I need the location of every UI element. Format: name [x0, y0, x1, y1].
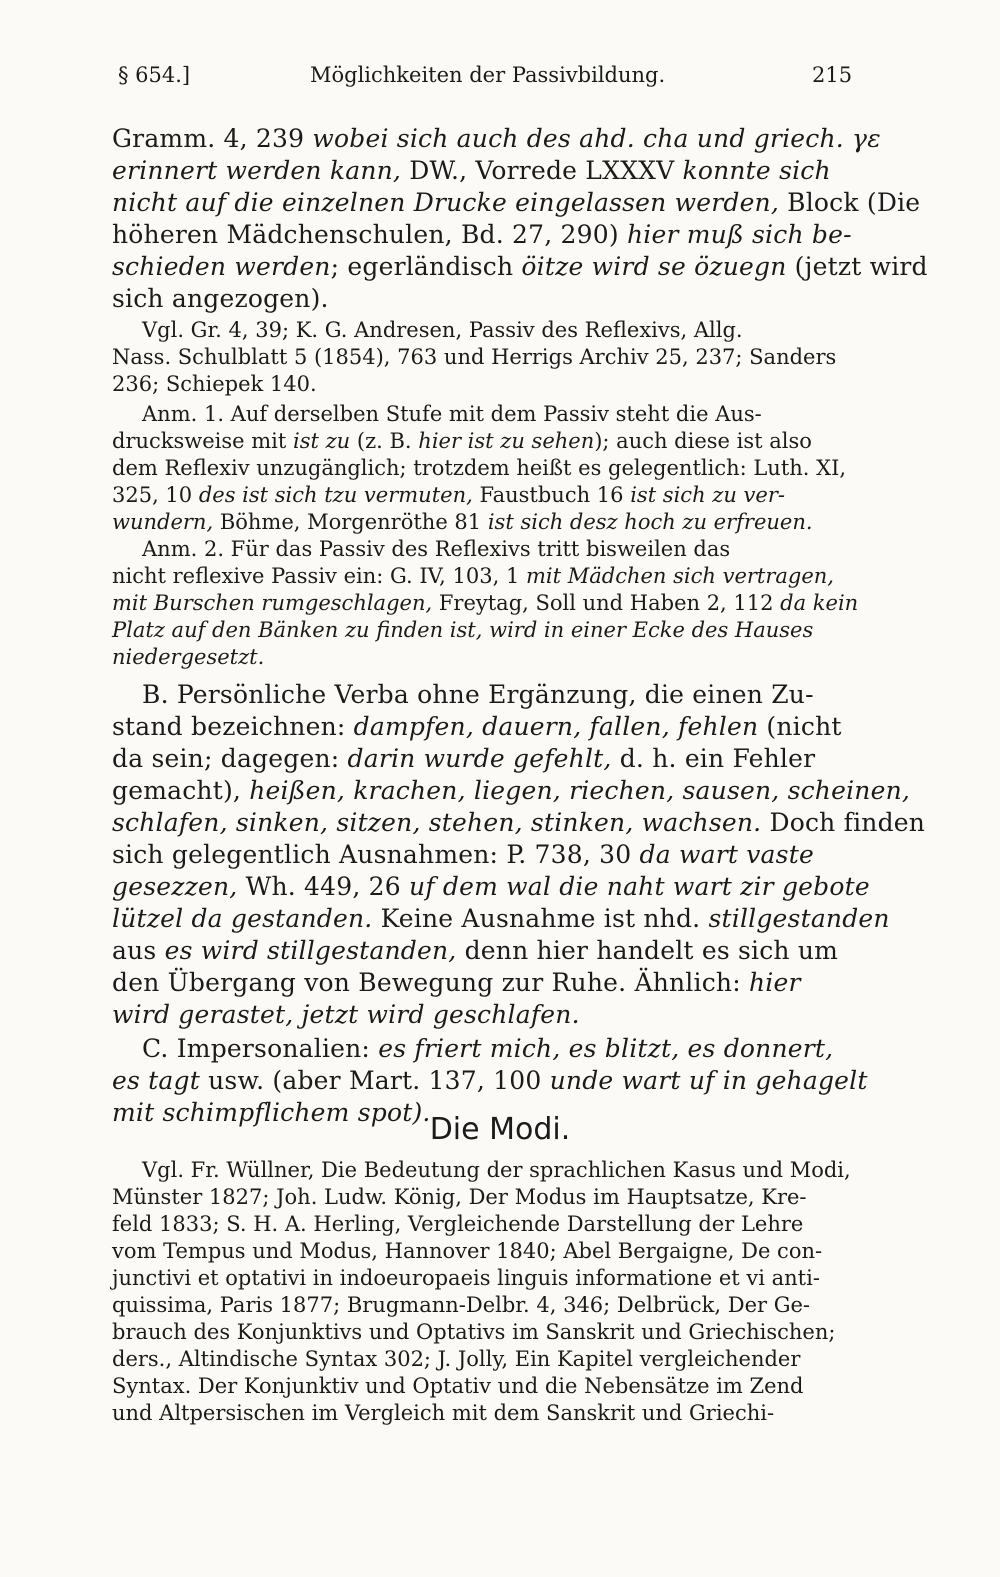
- italic-text: es tagt: [112, 1066, 200, 1095]
- text-line: [112, 1320, 835, 1344]
- page-number: 215: [812, 63, 853, 87]
- text-segment: Gramm. 4, 239: [112, 124, 313, 153]
- italic-text: erinnert werden kann,: [112, 156, 402, 185]
- italic-text: Platz auf den Bänken zu finden ist, wird in einer Ecke des Hauses: [112, 618, 814, 642]
- text-line: [112, 1239, 822, 1263]
- italic-text: wundern,: [112, 510, 214, 534]
- text-segment: d. h. ein Fehler: [611, 744, 816, 773]
- italic-text: ist sich zu ver-: [630, 483, 785, 507]
- text-segment: 236; Schiepek 140.: [112, 372, 317, 396]
- text-line: [112, 220, 852, 249]
- text-line: [112, 618, 813, 642]
- text-segment: Anm. 1. Auf derselben Stufe mit dem Passiv steht die Aus-: [142, 402, 762, 426]
- text-line: [112, 124, 881, 153]
- text-line: [142, 1158, 851, 1182]
- italic-text: schieden werden: [112, 252, 331, 281]
- text-segment: Block (Die: [779, 188, 921, 217]
- text-segment: da sein; dagegen:: [112, 744, 348, 773]
- text-segment: dem Reflexiv unzugänglich; trotzdem heißt es gelegentlich: Luth. XI,: [112, 456, 847, 480]
- text-segment: Nass. Schulblatt 5 (1854), 763 und Herrigs Archiv 25, 237; Sanders: [112, 345, 837, 369]
- text-line: [112, 968, 801, 997]
- text-segment: vom Tempus und Modus, Hannover 1840; Abel Bergaigne, De con-: [112, 1239, 823, 1263]
- text-line: [112, 510, 813, 534]
- text-line: [142, 402, 762, 426]
- text-segment: 325, 10: [112, 483, 199, 507]
- text-segment: feld 1833; S. H. A. Herling, Vergleichende Darstellung der Lehre: [112, 1212, 804, 1236]
- text-segment: gemacht),: [112, 776, 250, 805]
- italic-text: mit schimpflichem spot).: [112, 1098, 431, 1127]
- text-line: [112, 1293, 810, 1317]
- text-segment: Vgl. Fr. Wüllner, Die Bedeutung der sprachlichen Kasus und Modi,: [142, 1158, 851, 1182]
- italic-text: es wird stillgestanden,: [164, 936, 457, 965]
- text-segment: nicht reflexive Passiv ein: G. IV, 103, 1: [112, 564, 526, 588]
- text-line: [112, 776, 910, 805]
- italic-text: unde wart uf in gehagelt: [549, 1066, 868, 1095]
- text-segment: stand bezeichnen:: [112, 712, 354, 741]
- text-line: [112, 1374, 803, 1398]
- italic-text: niedergesetzt.: [112, 645, 265, 669]
- italic-text: des ist sich tzu vermuten,: [198, 483, 473, 507]
- text-segment: C. Impersonalien:: [142, 1034, 379, 1063]
- italic-text: wobei sich auch des ahd. cha und griech. γε: [312, 124, 881, 153]
- text-segment: Freytag, Soll und Haben 2, 112: [432, 591, 781, 615]
- italic-text: mit Burschen rumgeschlagen,: [112, 591, 433, 615]
- text-line: [112, 1066, 868, 1095]
- text-line: [112, 284, 329, 313]
- text-line: [112, 904, 890, 933]
- italic-text: stillgestanden: [708, 904, 890, 933]
- text-line: [112, 1185, 807, 1209]
- italic-text: lützel da gestanden.: [112, 904, 373, 933]
- text-line: [112, 808, 925, 837]
- text-line: [142, 537, 730, 561]
- italic-text: da kein: [780, 591, 859, 615]
- text-segment: Vgl. Gr. 4, 39; K. G. Andresen, Passiv des Reflexivs, Allg.: [142, 318, 743, 342]
- text-segment: sich gelegentlich Ausnahmen: P. 738, 30: [112, 840, 640, 869]
- text-line: [112, 712, 842, 741]
- text-line: [112, 1347, 800, 1371]
- text-segment: ders., Altindische Syntax 302; J. Jolly, Ein Kapitel vergleichender: [112, 1347, 801, 1371]
- text-segment: (z. B.: [350, 429, 419, 453]
- text-line: [112, 840, 814, 869]
- text-line: [112, 156, 831, 185]
- text-line: [112, 483, 785, 507]
- italic-text: nicht auf die einzelnen Drucke eingelassen werden,: [112, 188, 780, 217]
- text-line: [142, 1034, 833, 1063]
- running-title: Möglichkeiten der Passivbildung.: [310, 63, 666, 87]
- italic-text: mit Mädchen sich vertragen,: [526, 564, 834, 588]
- text-segment: Faustbuch 16: [472, 483, 631, 507]
- italic-text: hier ist zu sehen: [418, 429, 595, 453]
- text-segment: quissima, Paris 1877; Brugmann-Delbr. 4, 346; Delbrück, Der Ge-: [112, 1293, 811, 1317]
- text-segment: ); auch diese ist also: [594, 429, 812, 453]
- text-line: [142, 318, 743, 342]
- text-segment: aus: [112, 936, 165, 965]
- text-segment: Anm. 2. Für das Passiv des Reflexivs tritt bisweilen das: [142, 537, 731, 561]
- text-segment: Wh. 449, 26: [237, 872, 410, 901]
- text-segment: Syntax. Der Konjunktiv und Optativ und die Nebensätze im Zend: [112, 1374, 804, 1398]
- text-segment: Keine Ausnahme ist nhd.: [372, 904, 709, 933]
- text-segment: (jetzt wird: [786, 252, 928, 281]
- italic-text: gesezzen,: [112, 872, 238, 901]
- text-segment: usw. (aber Mart. 137, 100: [199, 1066, 550, 1095]
- text-line: [112, 429, 812, 453]
- text-segment: DW., Vorrede LXXXV: [401, 156, 683, 185]
- text-segment: ; egerländisch: [330, 252, 522, 281]
- text-segment: B. Persönliche Verba ohne Ergänzung, die einen Zu-: [142, 680, 814, 709]
- text-segment: sich angezogen).: [112, 284, 329, 313]
- text-line: [112, 1266, 820, 1290]
- text-line: [142, 680, 814, 709]
- text-segment: drucksweise mit: [112, 429, 294, 453]
- italic-text: heißen, krachen, liegen, riechen, sausen, scheinen,: [249, 776, 911, 805]
- italic-text: schlafen, sinken, sitzen, stehen, stinken, wachsen.: [112, 808, 762, 837]
- text-segment: höheren Mädchenschulen, Bd. 27, 290): [112, 220, 627, 249]
- text-line: [112, 744, 815, 773]
- italic-text: konnte sich: [682, 156, 831, 185]
- text-segment: junctivi et optativi in indoeuropaeis linguis informatione et vi anti-: [112, 1266, 820, 1290]
- text-segment: und Altpersischen im Vergleich mit dem Sanskrit und Griechi-: [112, 1401, 775, 1425]
- text-line: [112, 936, 838, 965]
- italic-text: uf dem wal die naht wart zir gebote: [409, 872, 870, 901]
- section-heading: Die Modi.: [429, 1112, 571, 1147]
- italic-text: wird gerastet, jetzt wird geschlafen.: [112, 1000, 580, 1029]
- text-line: [112, 345, 836, 369]
- italic-text: darin wurde gefehlt,: [347, 744, 612, 773]
- text-segment: (nicht: [758, 712, 842, 741]
- text-line: [112, 1000, 580, 1029]
- text-line: [112, 1401, 774, 1425]
- italic-text: öitze wird se özuegn: [521, 252, 787, 281]
- italic-text: ist zu: [293, 429, 351, 453]
- text-line: [112, 872, 870, 901]
- text-segment: denn hier handelt es sich um: [456, 936, 839, 965]
- text-line: [112, 1212, 803, 1236]
- text-line: [112, 252, 928, 281]
- italic-text: da wart vaste: [639, 840, 814, 869]
- text-line: [112, 591, 858, 615]
- text-line: [112, 645, 264, 669]
- text-line: [112, 188, 920, 217]
- text-line: [112, 564, 834, 588]
- text-segment: Böhme, Morgenröthe 81: [213, 510, 488, 534]
- text-segment: Doch finden: [761, 808, 926, 837]
- text-segment: brauch des Konjunktivs und Optativs im Sanskrit und Griechischen;: [112, 1320, 836, 1344]
- text-segment: den Übergang von Bewegung zur Ruhe. Ähnlich:: [112, 968, 749, 997]
- text-line: [112, 372, 317, 396]
- text-segment: Münster 1827; Joh. Ludw. König, Der Modus im Hauptsatze, Kre-: [112, 1185, 807, 1209]
- italic-text: hier: [748, 968, 801, 997]
- text-line: [112, 456, 846, 480]
- italic-text: hier muß sich be-: [626, 220, 852, 249]
- italic-text: es friert mich, es blitzt, es donnert,: [378, 1034, 834, 1063]
- italic-text: ist sich desz hoch zu erfreuen.: [487, 510, 813, 534]
- section-number: § 654.]: [118, 63, 191, 87]
- italic-text: dampfen, dauern, fallen, fehlen: [353, 712, 759, 741]
